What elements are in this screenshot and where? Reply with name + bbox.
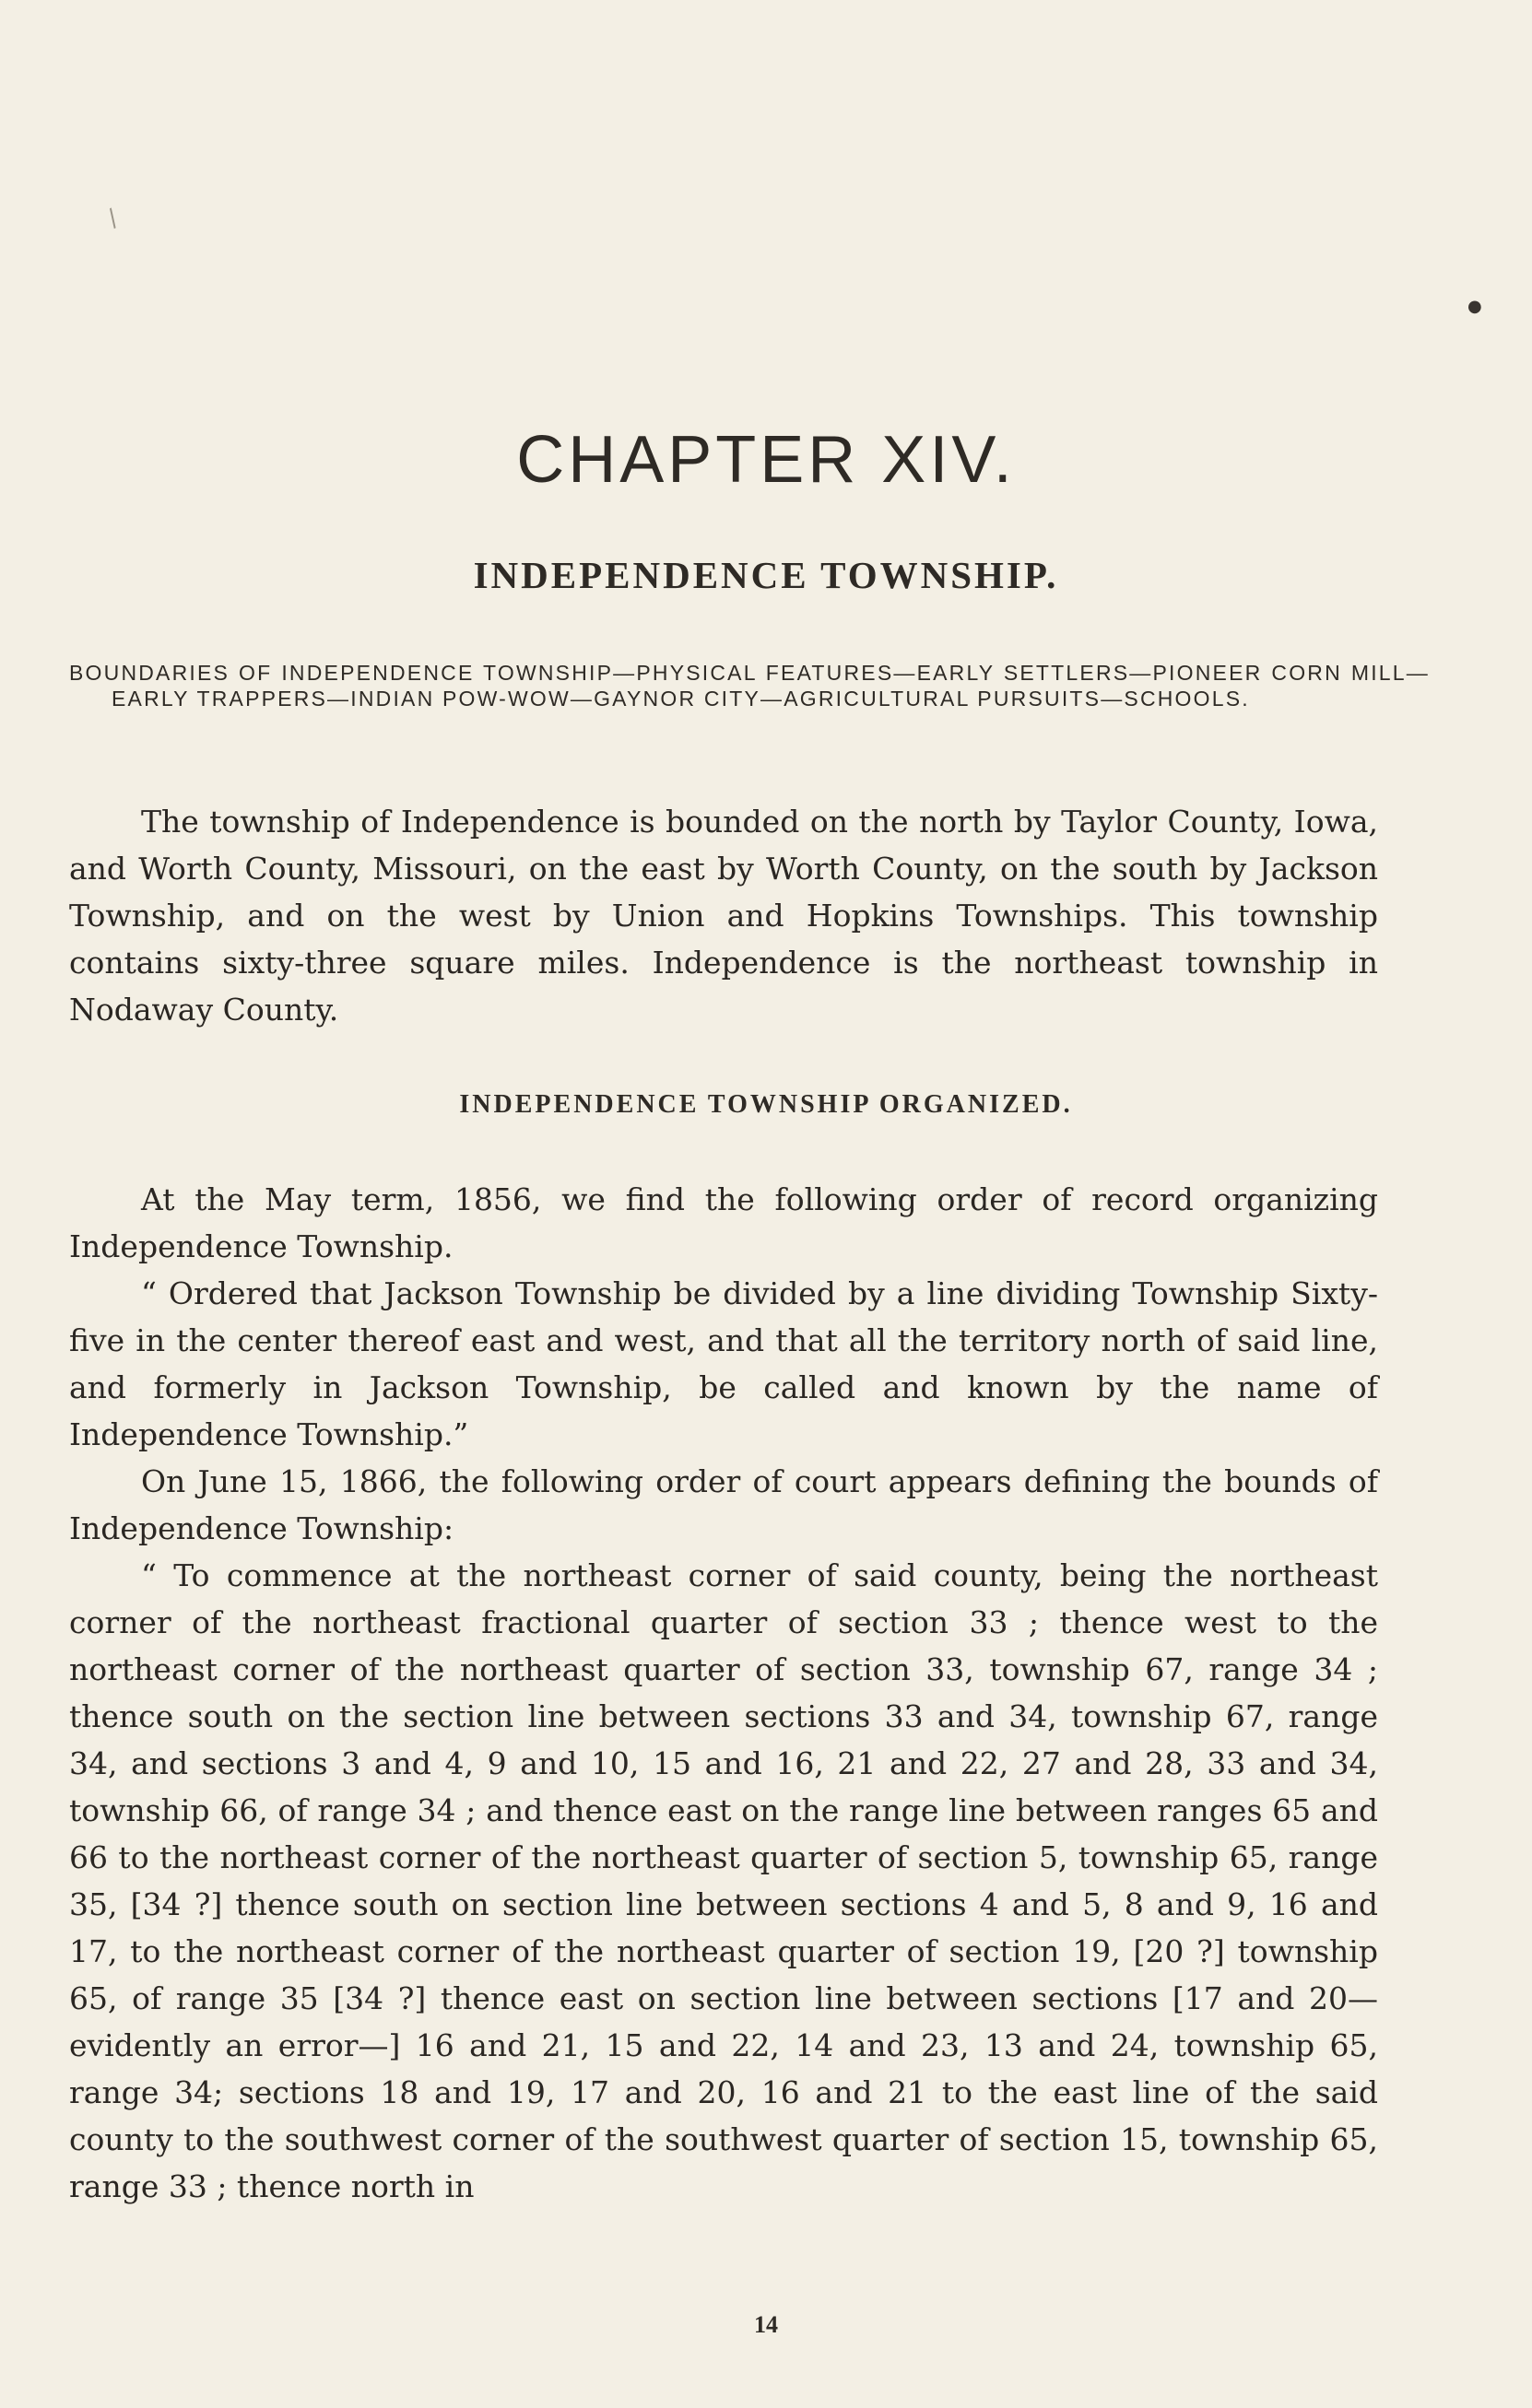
- section-paragraph: “ To commence at the northeast corner of said county, being the northeast corner of the northeast fractional quarter of section 33 ; thence west to the northeast corner of the northeast quarter of section 33, township 67, range 34 ; thence south on the section line between sections 33 and 34, township 67, range 34, and sections 3 and 4, 9 and 10, 15 and 16, 21 and 22, 27 and 28, 33 and 34, township 66, of range 34 ; and thence east on the range line between ranges 65 and 66 to the northeast corner of the northeast quarter of section 5, township 65, range 35, [34 ?] thence south on section line between sections 4 and 5, 8 and 9, 16 and 17, to the northeast corner of the northeast quarter of section 19, [20 ?] township 65, of range 35 [34 ?] thence east on section line between sections [17 and 20—evidently an error—] 16 and 21, 15 and 22, 14 and 23, 13 and 24, township 65, range 34; sections 18 and 19, 17 and 20, 16 and 21 to the east line of the said county to the southwest corner of the southwest quarter of section 15, township 65, range 33 ; thence north in: [69, 1557, 1378, 2204]
- section-heading: INDEPENDENCE TOWNSHIP ORGANIZED.: [459, 1090, 1073, 1119]
- chapter-subtitle: INDEPENDENCE TOWNSHIP.: [473, 554, 1059, 596]
- pencil-mark: /: [102, 204, 124, 233]
- section-paragraph: At the May term, 1856, we find the following order of record organizing Independence Township.: [69, 1181, 1378, 1264]
- intro-text: [69, 798, 1378, 1033]
- page-number: 14: [754, 2311, 778, 2338]
- chapter-title: CHAPTER XIV.: [516, 423, 1016, 497]
- section-text: [69, 1176, 1378, 2210]
- intro-paragraph: The township of Independence is bounded on the north by Taylor County, Iowa, and Worth County, Missouri, on the east by Worth County, on the south by Jackson Township, and on the west by Union and Hopkins Townships. This township contains sixty-three square miles. Independence is the northeast township in Nodaway County.: [69, 804, 1378, 1028]
- section-paragraph: On June 15, 1866, the following order of court appears defining the bounds of Independence Township:: [69, 1463, 1378, 1546]
- chapter-synopsis: BOUNDARIES OF INDEPENDENCE TOWNSHIP—PHYSICAL FEATURES—EARLY SETTLERS—PIONEER CORN MILL—EARLY TRAPPERS—INDIAN POW-WOW—GAYNOR CITY—AGRICULTURAL PURSUITS—SCHOOLS.: [69, 661, 1430, 711]
- dot-mark: ●: [1467, 297, 1482, 316]
- section-paragraph: “ Ordered that Jackson Township be divided by a line dividing Township Sixty-five in the center thereof east and west, and that all the territory north of said line, and formerly in Jackson Township, be called and known by the name of Independence Township.”: [69, 1275, 1378, 1452]
